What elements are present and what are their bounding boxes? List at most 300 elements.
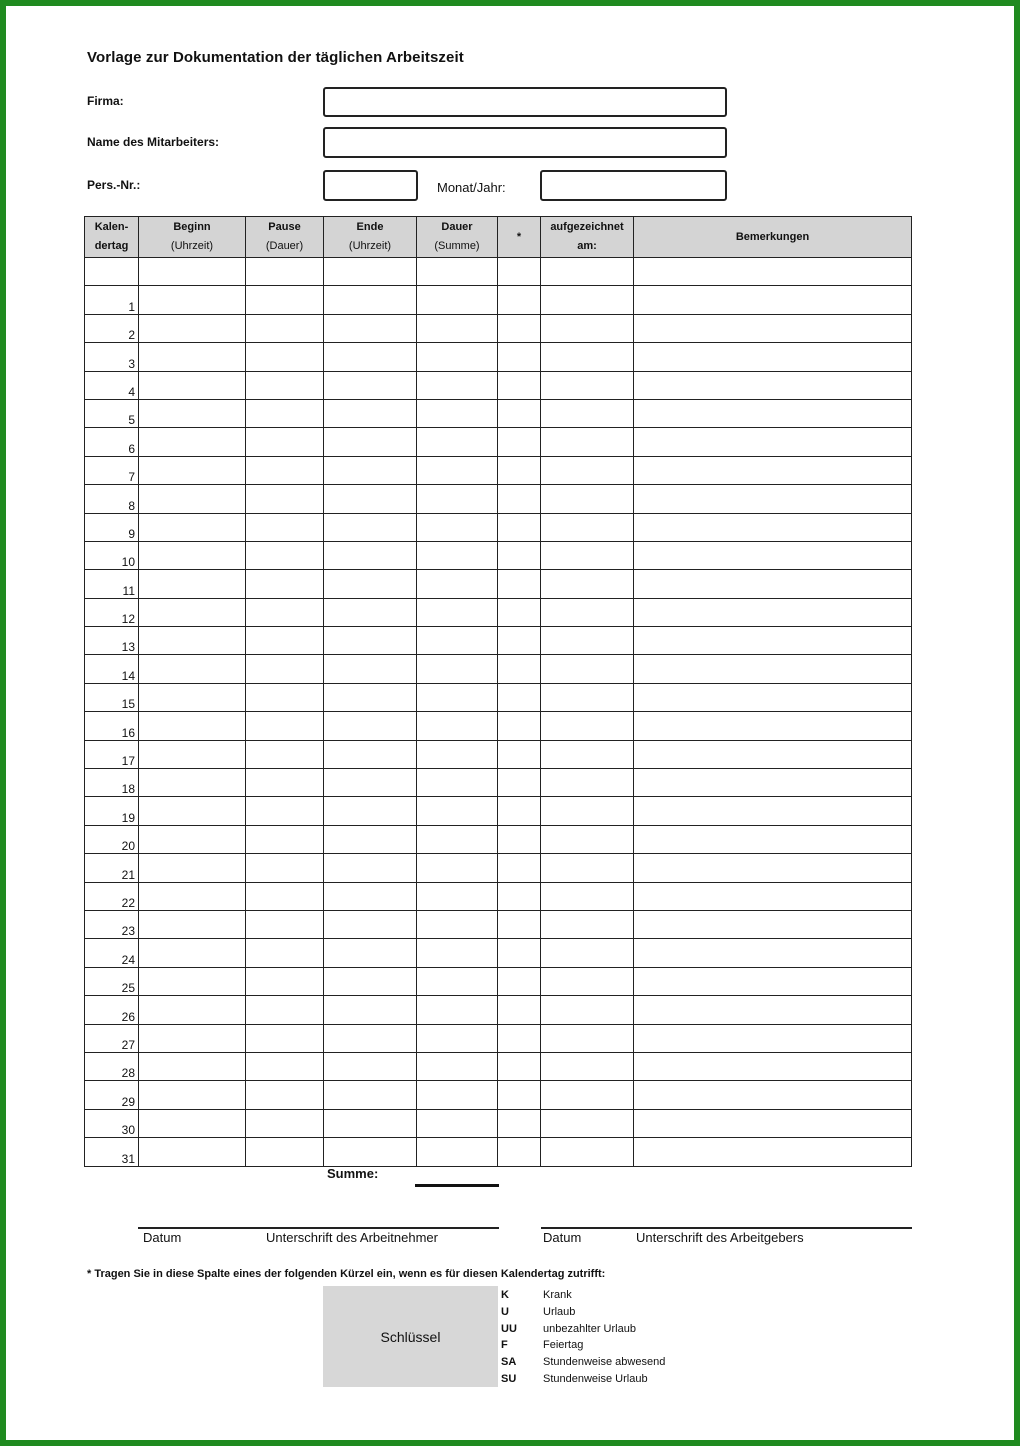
entry-cell[interactable] — [324, 740, 417, 768]
entry-cell[interactable] — [324, 570, 417, 598]
entry-cell[interactable] — [246, 797, 324, 825]
entry-cell[interactable] — [417, 825, 498, 853]
legend-text: Krank — [543, 1289, 572, 1301]
table-row — [85, 314, 912, 342]
entry-cell[interactable] — [634, 797, 912, 825]
entry-cell[interactable] — [541, 996, 634, 1024]
entry-cell[interactable] — [417, 456, 498, 484]
entry-cell[interactable] — [417, 712, 498, 740]
entry-cell[interactable] — [139, 314, 246, 342]
entry-cell[interactable] — [324, 314, 417, 342]
entry-cell[interactable] — [498, 967, 541, 995]
entry-cell[interactable] — [498, 712, 541, 740]
entry-cell[interactable] — [417, 258, 498, 286]
entry-cell[interactable] — [139, 570, 246, 598]
entry-cell[interactable] — [246, 258, 324, 286]
entry-cell[interactable] — [324, 456, 417, 484]
entry-cell[interactable] — [417, 1024, 498, 1052]
table-row — [85, 570, 912, 598]
entry-cell[interactable] — [634, 825, 912, 853]
entry-cell[interactable] — [634, 570, 912, 598]
legend-text: Stundenweise Urlaub — [543, 1372, 648, 1385]
entry-cell[interactable] — [634, 712, 912, 740]
entry-cell[interactable] — [324, 1138, 417, 1166]
entry-cell[interactable] — [139, 1024, 246, 1052]
entry-cell[interactable] — [498, 882, 541, 910]
entry-cell[interactable] — [139, 456, 246, 484]
day-cell: 6 — [85, 428, 139, 456]
entry-cell[interactable] — [498, 683, 541, 711]
entry-cell[interactable] — [498, 485, 541, 513]
entry-cell[interactable] — [324, 627, 417, 655]
entry-cell[interactable] — [541, 258, 634, 286]
table-row — [85, 740, 912, 768]
entry-cell[interactable] — [634, 1081, 912, 1109]
entry-cell[interactable] — [139, 740, 246, 768]
day-cell: 12 — [85, 598, 139, 626]
entry-cell[interactable] — [139, 286, 246, 314]
legend-text: Feiertag — [543, 1339, 584, 1352]
table-row — [85, 598, 912, 626]
table-row — [85, 258, 912, 286]
entry-cell[interactable] — [324, 825, 417, 853]
entry-cell[interactable] — [498, 1052, 541, 1080]
entry-cell[interactable] — [417, 343, 498, 371]
persnr-field[interactable] — [323, 170, 418, 201]
entry-cell[interactable] — [139, 854, 246, 882]
entry-cell[interactable] — [139, 882, 246, 910]
entry-cell[interactable] — [417, 797, 498, 825]
day-cell: 15 — [85, 683, 139, 711]
mitarbeiter-label: Name des Mitarbeiters: — [87, 135, 220, 149]
entry-cell[interactable] — [498, 740, 541, 768]
entry-cell[interactable] — [541, 570, 634, 598]
entry-cell[interactable] — [324, 797, 417, 825]
entry-cell[interactable] — [139, 910, 246, 938]
column-header-label: Beginn — [173, 221, 211, 233]
entry-cell[interactable] — [541, 797, 634, 825]
day-cell: 3 — [85, 343, 139, 371]
entry-cell[interactable] — [324, 769, 417, 797]
entry-cell[interactable] — [634, 882, 912, 910]
entry-cell[interactable] — [139, 1081, 246, 1109]
summe-label: Summe: — [327, 1166, 379, 1181]
entry-cell[interactable] — [541, 712, 634, 740]
entry-cell[interactable] — [498, 825, 541, 853]
entry-cell[interactable] — [634, 598, 912, 626]
entry-cell[interactable] — [246, 485, 324, 513]
entry-cell[interactable] — [417, 655, 498, 683]
entry-cell[interactable] — [541, 1138, 634, 1166]
entry-cell[interactable] — [498, 939, 541, 967]
table-row — [85, 1138, 912, 1166]
entry-cell[interactable] — [417, 1138, 498, 1166]
entry-cell[interactable] — [139, 1138, 246, 1166]
entry-cell[interactable] — [417, 967, 498, 995]
entry-cell[interactable] — [139, 598, 246, 626]
entry-cell[interactable] — [324, 343, 417, 371]
entry-cell[interactable] — [417, 428, 498, 456]
entry-cell[interactable] — [541, 939, 634, 967]
entry-cell[interactable] — [417, 286, 498, 314]
day-cell: 27 — [85, 1024, 139, 1052]
entry-cell[interactable] — [139, 655, 246, 683]
entry-cell[interactable] — [139, 1109, 246, 1137]
entry-cell[interactable] — [246, 1081, 324, 1109]
entry-cell[interactable] — [246, 314, 324, 342]
entry-cell[interactable] — [324, 1052, 417, 1080]
firma-label: Firma: — [87, 94, 124, 108]
entry-cell[interactable] — [139, 627, 246, 655]
entry-cell[interactable] — [498, 598, 541, 626]
entry-cell[interactable] — [246, 371, 324, 399]
entry-cell[interactable] — [417, 769, 498, 797]
entry-cell[interactable] — [324, 399, 417, 427]
entry-cell[interactable] — [324, 996, 417, 1024]
entry-cell[interactable] — [417, 683, 498, 711]
entry-cell[interactable] — [324, 882, 417, 910]
entry-cell[interactable] — [498, 570, 541, 598]
entry-cell[interactable] — [541, 541, 634, 569]
entry-cell[interactable] — [417, 485, 498, 513]
entry-cell[interactable] — [634, 854, 912, 882]
entry-cell[interactable] — [246, 1109, 324, 1137]
entry-cell[interactable] — [246, 825, 324, 853]
entry-cell[interactable] — [498, 428, 541, 456]
entry-cell[interactable] — [634, 627, 912, 655]
entry-cell[interactable] — [541, 428, 634, 456]
entry-cell[interactable] — [417, 627, 498, 655]
day-cell: 7 — [85, 456, 139, 484]
day-cell: 10 — [85, 541, 139, 569]
entry-cell[interactable] — [634, 513, 912, 541]
entry-cell[interactable] — [541, 967, 634, 995]
entry-cell[interactable] — [498, 1138, 541, 1166]
column-header — [634, 217, 912, 258]
entry-cell[interactable] — [324, 1109, 417, 1137]
entry-cell[interactable] — [417, 371, 498, 399]
entry-cell[interactable] — [324, 939, 417, 967]
entry-cell[interactable] — [498, 371, 541, 399]
entry-cell[interactable] — [541, 1052, 634, 1080]
entry-cell[interactable] — [324, 910, 417, 938]
entry-cell[interactable] — [417, 1109, 498, 1137]
entry-cell[interactable] — [498, 286, 541, 314]
entry-cell[interactable] — [634, 314, 912, 342]
monat-field[interactable] — [540, 170, 727, 201]
entry-cell[interactable] — [324, 1081, 417, 1109]
entry-cell[interactable] — [541, 627, 634, 655]
firma-field[interactable] — [323, 87, 727, 117]
day-cell: 11 — [85, 570, 139, 598]
entry-cell[interactable] — [634, 541, 912, 569]
entry-cell[interactable] — [498, 513, 541, 541]
entry-cell[interactable] — [139, 939, 246, 967]
entry-cell[interactable] — [541, 740, 634, 768]
entry-cell[interactable] — [498, 541, 541, 569]
entry-cell[interactable] — [246, 343, 324, 371]
entry-cell[interactable] — [417, 314, 498, 342]
entry-cell[interactable] — [417, 513, 498, 541]
table-row — [85, 854, 912, 882]
entry-cell[interactable] — [634, 343, 912, 371]
entry-cell[interactable] — [417, 910, 498, 938]
entry-cell[interactable] — [634, 996, 912, 1024]
legend-code: SU — [501, 1372, 517, 1385]
entry-cell[interactable] — [139, 825, 246, 853]
entry-cell[interactable] — [324, 541, 417, 569]
entry-cell[interactable] — [541, 286, 634, 314]
persnr-label: Pers.-Nr.: — [87, 178, 141, 192]
entry-cell[interactable] — [634, 286, 912, 314]
entry-cell[interactable] — [139, 797, 246, 825]
legend-code: UU — [501, 1322, 517, 1335]
column-header-sublabel: (Summe) — [434, 240, 480, 252]
column-header-sublabel: (Uhrzeit) — [170, 240, 214, 252]
entry-cell[interactable] — [498, 1024, 541, 1052]
entry-cell[interactable] — [246, 1052, 324, 1080]
signature-line-arbeitnehmer[interactable] — [138, 1227, 499, 1229]
table-row — [85, 1024, 912, 1052]
day-cell — [85, 258, 139, 286]
entry-cell[interactable] — [139, 513, 246, 541]
entry-cell[interactable] — [324, 513, 417, 541]
entry-cell[interactable] — [139, 428, 246, 456]
entry-cell[interactable] — [324, 428, 417, 456]
entry-cell[interactable] — [246, 598, 324, 626]
entry-cell[interactable] — [246, 399, 324, 427]
entry-cell[interactable] — [541, 882, 634, 910]
legend-text: Urlaub — [543, 1305, 576, 1318]
column-header-label: Dauer — [441, 221, 473, 233]
entry-cell[interactable] — [634, 456, 912, 484]
entry-cell[interactable] — [541, 399, 634, 427]
entry-cell[interactable] — [634, 371, 912, 399]
entry-cell[interactable] — [498, 1109, 541, 1137]
entry-cell[interactable] — [324, 258, 417, 286]
entry-cell[interactable] — [139, 541, 246, 569]
entry-cell[interactable] — [324, 485, 417, 513]
entry-cell[interactable] — [246, 712, 324, 740]
table-row — [85, 910, 912, 938]
entry-cell[interactable] — [324, 598, 417, 626]
entry-cell[interactable] — [541, 769, 634, 797]
entry-cell[interactable] — [634, 769, 912, 797]
day-cell: 22 — [85, 882, 139, 910]
legend-item — [501, 1304, 665, 1321]
entry-cell[interactable] — [246, 967, 324, 995]
entry-cell[interactable] — [634, 399, 912, 427]
entry-cell[interactable] — [417, 996, 498, 1024]
entry-cell[interactable] — [246, 1024, 324, 1052]
entry-cell[interactable] — [139, 343, 246, 371]
entry-cell[interactable] — [634, 910, 912, 938]
entry-cell[interactable] — [498, 769, 541, 797]
entry-cell[interactable] — [541, 683, 634, 711]
day-cell: 28 — [85, 1052, 139, 1080]
entry-cell[interactable] — [246, 627, 324, 655]
entry-cell[interactable] — [139, 967, 246, 995]
entry-cell[interactable] — [498, 627, 541, 655]
entry-cell[interactable] — [541, 1081, 634, 1109]
table-row — [85, 769, 912, 797]
table-row — [85, 286, 912, 314]
entry-cell[interactable] — [498, 1081, 541, 1109]
entry-cell[interactable] — [541, 598, 634, 626]
timesheet-table — [84, 216, 912, 1167]
entry-cell[interactable] — [417, 598, 498, 626]
entry-cell[interactable] — [324, 655, 417, 683]
entry-cell[interactable] — [246, 740, 324, 768]
entry-cell[interactable] — [634, 1024, 912, 1052]
entry-cell[interactable] — [417, 1052, 498, 1080]
entry-cell[interactable] — [246, 428, 324, 456]
entry-cell[interactable] — [498, 996, 541, 1024]
entry-cell[interactable] — [246, 882, 324, 910]
signature-line-arbeitgeber[interactable] — [541, 1227, 912, 1229]
entry-cell[interactable] — [246, 570, 324, 598]
entry-cell[interactable] — [246, 910, 324, 938]
entry-cell[interactable] — [139, 371, 246, 399]
entry-cell[interactable] — [498, 797, 541, 825]
entry-cell[interactable] — [246, 683, 324, 711]
legend-item — [501, 1287, 665, 1304]
table-row — [85, 712, 912, 740]
entry-cell[interactable] — [246, 939, 324, 967]
entry-cell[interactable] — [417, 570, 498, 598]
entry-cell[interactable] — [246, 1138, 324, 1166]
entry-cell[interactable] — [246, 769, 324, 797]
table-row — [85, 1052, 912, 1080]
datum-label-left: Datum — [143, 1230, 182, 1245]
table-row — [85, 797, 912, 825]
entry-cell[interactable] — [139, 683, 246, 711]
column-header-label: Pause — [268, 221, 301, 233]
entry-cell[interactable] — [324, 967, 417, 995]
entry-cell[interactable] — [634, 655, 912, 683]
key-label: Schlüssel — [380, 1328, 441, 1345]
entry-cell[interactable] — [139, 485, 246, 513]
summe-line[interactable] — [415, 1184, 499, 1187]
entry-cell[interactable] — [417, 939, 498, 967]
entry-cell[interactable] — [541, 854, 634, 882]
entry-cell[interactable] — [634, 485, 912, 513]
day-cell: 25 — [85, 967, 139, 995]
entry-cell[interactable] — [246, 286, 324, 314]
entry-cell[interactable] — [541, 314, 634, 342]
entry-cell[interactable] — [541, 655, 634, 683]
column-header — [139, 217, 246, 258]
entry-cell[interactable] — [541, 1024, 634, 1052]
column-header-label: Bemerkungen — [735, 230, 810, 243]
table-row — [85, 541, 912, 569]
entry-cell[interactable] — [541, 513, 634, 541]
column-header-label: Ende — [356, 221, 384, 233]
entry-cell[interactable] — [634, 967, 912, 995]
entry-cell[interactable] — [541, 343, 634, 371]
entry-cell[interactable] — [541, 910, 634, 938]
entry-cell[interactable] — [246, 996, 324, 1024]
entry-cell[interactable] — [139, 769, 246, 797]
entry-cell[interactable] — [324, 712, 417, 740]
day-cell: 1 — [85, 286, 139, 314]
entry-cell[interactable] — [246, 541, 324, 569]
entry-cell[interactable] — [139, 996, 246, 1024]
entry-cell[interactable] — [417, 1081, 498, 1109]
entry-cell[interactable] — [246, 854, 324, 882]
entry-cell[interactable] — [246, 513, 324, 541]
entry-cell[interactable] — [498, 456, 541, 484]
day-cell: 31 — [85, 1138, 139, 1166]
entry-cell[interactable] — [541, 371, 634, 399]
entry-cell[interactable] — [634, 428, 912, 456]
table-row — [85, 825, 912, 853]
table-row — [85, 627, 912, 655]
entry-cell[interactable] — [634, 740, 912, 768]
entry-cell[interactable] — [139, 712, 246, 740]
legend-code: K — [501, 1289, 509, 1301]
entry-cell[interactable] — [417, 854, 498, 882]
table-row — [85, 655, 912, 683]
entry-cell[interactable] — [498, 854, 541, 882]
day-cell: 21 — [85, 854, 139, 882]
legend-item — [501, 1337, 665, 1354]
entry-cell[interactable] — [498, 343, 541, 371]
datum-label-right: Datum — [543, 1230, 582, 1245]
entry-cell[interactable] — [324, 1024, 417, 1052]
mitarbeiter-field[interactable] — [323, 127, 727, 158]
entry-cell[interactable] — [417, 740, 498, 768]
entry-cell[interactable] — [417, 399, 498, 427]
entry-cell[interactable] — [498, 314, 541, 342]
entry-cell[interactable] — [324, 286, 417, 314]
entry-cell[interactable] — [498, 655, 541, 683]
entry-cell[interactable] — [139, 258, 246, 286]
column-header-label: Kalen- — [94, 221, 129, 233]
entry-cell[interactable] — [498, 258, 541, 286]
entry-cell[interactable] — [634, 1138, 912, 1166]
entry-cell[interactable] — [541, 456, 634, 484]
day-cell: 29 — [85, 1081, 139, 1109]
entry-cell[interactable] — [498, 399, 541, 427]
table-row — [85, 967, 912, 995]
day-cell: 30 — [85, 1109, 139, 1137]
entry-cell[interactable] — [541, 1109, 634, 1137]
entry-cell[interactable] — [417, 541, 498, 569]
entry-cell[interactable] — [541, 825, 634, 853]
entry-cell[interactable] — [634, 683, 912, 711]
column-header — [85, 217, 139, 258]
entry-cell[interactable] — [324, 854, 417, 882]
entry-cell[interactable] — [139, 399, 246, 427]
column-header-sublabel: dertag — [94, 240, 129, 252]
entry-cell[interactable] — [634, 1109, 912, 1137]
entry-cell[interactable] — [324, 683, 417, 711]
legend-item — [501, 1321, 665, 1338]
entry-cell[interactable] — [634, 258, 912, 286]
entry-cell[interactable] — [139, 1052, 246, 1080]
entry-cell[interactable] — [634, 939, 912, 967]
entry-cell[interactable] — [634, 1052, 912, 1080]
entry-cell[interactable] — [324, 371, 417, 399]
entry-cell[interactable] — [246, 655, 324, 683]
legend-code: F — [501, 1339, 508, 1352]
entry-cell[interactable] — [246, 456, 324, 484]
entry-cell[interactable] — [498, 910, 541, 938]
entry-cell[interactable] — [417, 882, 498, 910]
day-cell: 5 — [85, 399, 139, 427]
entry-cell[interactable] — [541, 485, 634, 513]
